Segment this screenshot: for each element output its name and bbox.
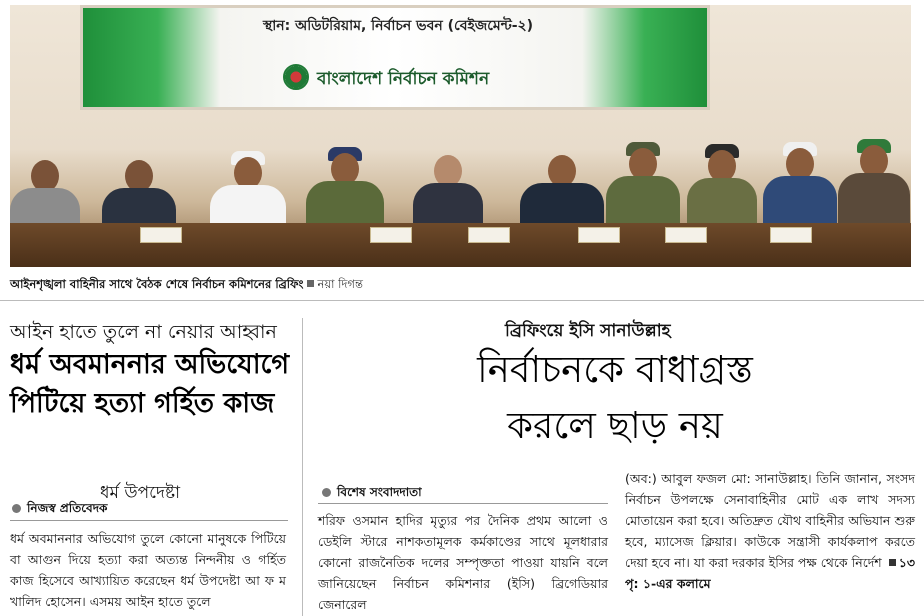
main-reporter xyxy=(322,484,422,504)
divider xyxy=(318,503,608,504)
screen-title: বাংলাদেশ নির্বাচন কমিশন xyxy=(317,69,490,89)
left-byline: ধর্ম উপদেষ্টা xyxy=(100,483,181,503)
left-reporter-label: নিজস্ব প্রতিবেদক xyxy=(27,501,108,515)
main-headline xyxy=(330,342,900,454)
main-body-col2 xyxy=(625,468,915,594)
left-headline: ধর্ম অবমাননার অভিযোগে পিটিয়ে হত্যা গর্হিত কাজ xyxy=(10,349,290,419)
main-body-col1: শরিফ ওসমান হাদির মৃত্যুর পর দৈনিক প্রথম আলো ও ডেইলি স্টারে নাশকতামূলক কর্মকাণ্ডের সাথে মূলধারার কোনো রাজনৈতিক দলের সম্পৃক্ততা পাওয়া যায়নি বলে জানিয়েছেন নির্বাচন কমিশনার (ইসি) ব্রিগেডিয়ার জেনারেল xyxy=(318,513,608,612)
bullet-icon xyxy=(322,488,331,497)
photo-caption xyxy=(10,276,363,295)
continuation-text: ১৩ পৃ: ১-এর কলামে xyxy=(625,555,916,591)
main-kicker: ব্রিফিংয়ে ইসি সানাউল্লাহ xyxy=(505,321,671,341)
news-photo xyxy=(10,5,911,267)
square-bullet-icon xyxy=(889,559,896,566)
screen-venue-text: স্থান: অডিটরিয়াম, নির্বাচন ভবন (বেইজমেন্ট-২) xyxy=(262,18,534,34)
nameplate xyxy=(370,227,412,243)
nameplate xyxy=(468,227,510,243)
photo-credit: নয়া দিগন্ত xyxy=(317,277,363,291)
main-body-col2-text: (অব:) আবুল ফজল মো: সানাউল্লাহ। তিনি জানান, সংসদ নির্বাচন উপলক্ষে সেনাবাহিনীর মোট এক লাখ সদস্য মোতায়েন করা হবে। অতিদ্রুত যৌথ বাহিনীর অভিযান শুরু হবে, ম্যাসেজ ক্লিয়ার। কাউকে সন্ত্রাসী কার্যকলাপ করতে দেয়া হবে না। যা করা দরকার ইসির পক্ষ থেকে নির্দেশ xyxy=(625,471,915,570)
divider xyxy=(0,300,924,301)
nameplate xyxy=(665,227,707,243)
nameplate xyxy=(578,227,620,243)
projection-screen xyxy=(80,5,710,110)
left-reporter xyxy=(12,500,107,520)
caption-text: আইনশৃঙ্খলা বাহিনীর সাথে বৈঠক শেষে নির্বাচন কমিশনের ব্রিফিং xyxy=(10,277,304,291)
nameplate xyxy=(140,227,182,243)
nameplate xyxy=(770,227,812,243)
square-bullet-icon xyxy=(307,280,314,287)
bullet-icon xyxy=(12,504,21,513)
main-headline-line2: করলে ছাড় নয় xyxy=(507,404,723,447)
main-headline-line1: নির্বাচনকে বাধাগ্রস্ত xyxy=(477,348,753,391)
election-commission-logo-icon xyxy=(283,64,309,90)
column-divider xyxy=(302,318,303,616)
left-body: ধর্ম অবমাননার অভিযোগ তুলে কোনো মানুষকে পিটিয়ে বা আগুন দিয়ে হত্যা করা অত্যন্ত নিন্দনীয় ও গর্হিত কাজ হিসেবে আখ্যায়িত করেছেন ধর্ম উপদেষ্টা আ ফ ম খালিদ হোসেন। এসময় আইন হাতে তুলে xyxy=(10,531,286,609)
left-kicker: আইন হাতে তুলে না নেয়ার আহ্বান xyxy=(10,321,277,343)
main-reporter-label: বিশেষ সংবাদদাতা xyxy=(337,485,422,499)
divider xyxy=(10,520,288,521)
